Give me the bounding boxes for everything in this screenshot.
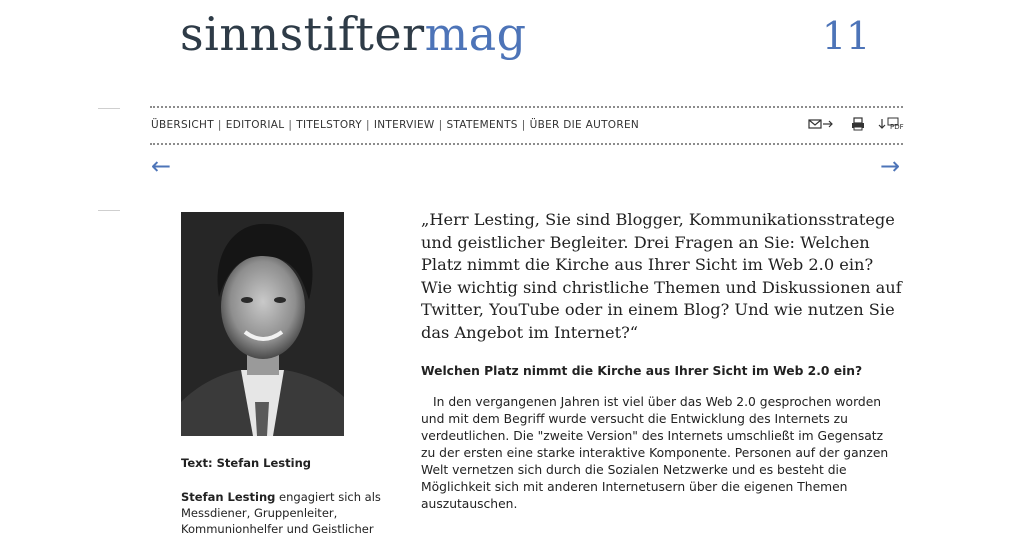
nav-separator: |	[438, 119, 443, 131]
email-arrow-icon	[808, 117, 834, 131]
question-heading: Welchen Platz nimmt die Kirche aus Ihrer Sicht im Web 2.0 ein?	[421, 364, 863, 378]
main-nav	[151, 119, 639, 131]
prev-page-arrow[interactable]: ←	[151, 152, 172, 180]
nav-separator: |	[217, 119, 222, 131]
issue-number: 11	[822, 14, 871, 58]
nav-top-divider	[150, 106, 903, 108]
pdf-download-icon[interactable]	[878, 117, 904, 136]
nav-bottom-divider	[150, 143, 903, 145]
nav-separator: |	[366, 119, 370, 131]
nav-item-titelstory[interactable]: TITELSTORY	[296, 119, 363, 131]
nav-item-editorial[interactable]: EDITORIAL	[225, 119, 285, 131]
site-logo[interactable]	[180, 4, 527, 64]
author-bio-text: engagiert sich als Messdiener, Gruppenleiter, Kommunionhelfer und Geistlicher	[181, 490, 381, 536]
author-name: Stefan Lesting	[181, 490, 276, 504]
printer-icon	[851, 117, 865, 131]
article-lead: „Herr Lesting, Sie sind Blogger, Kommunikationsstratege und geistlicher Begleiter. Drei Fragen an Sie: Welchen Platz nimmt die Kirche aus Ihrer Sicht im Web 2.0 ein? Wie wichtig sind christliche Themen und Diskussionen auf Twitter, YouTube oder in einem Blog? Und wie nutzen Sie das Angebot im Internet?“	[421, 210, 902, 342]
nav-separator: |	[521, 119, 526, 131]
logo-text-accent: mag	[424, 7, 527, 61]
side-divider	[98, 108, 120, 109]
pdf-label: PDF	[890, 123, 904, 131]
author-photo	[181, 212, 344, 436]
email-icon[interactable]	[808, 117, 834, 134]
article-paragraph: In den vergangenen Jahren ist viel über das Web 2.0 gesprochen worden und mit dem Begriff wurde versucht die Entwicklung des Internets zu verdeutlichen. Die "zweite Version" des Internets umschließt im Gegensatz zu der ersten eine starke interaktive Komponente. Personen auf der ganzen Welt vernetzen sich durch die Sozialen Netzwerke und es besteht die Möglichkeit sich mit anderen Internetusern über die eigenen Themen auszutauschen.	[421, 395, 889, 511]
nav-item-statements[interactable]: STATEMENTS	[446, 119, 518, 131]
author-bio	[181, 489, 396, 537]
nav-separator: |	[288, 119, 293, 131]
nav-item-uebersicht[interactable]: ÜBERSICHT	[151, 119, 214, 131]
next-page-arrow[interactable]: →	[880, 152, 901, 180]
nav-item-interview[interactable]: INTERVIEW	[373, 119, 435, 131]
logo-text-main: sinnstifter	[180, 7, 425, 61]
side-divider	[98, 210, 120, 211]
portrait-image	[181, 212, 344, 436]
nav-item-ueber-die-autoren[interactable]: ÜBER DIE AUTOREN	[529, 119, 640, 131]
photo-caption: Text: Stefan Lesting	[181, 456, 311, 470]
print-icon[interactable]	[851, 117, 865, 134]
